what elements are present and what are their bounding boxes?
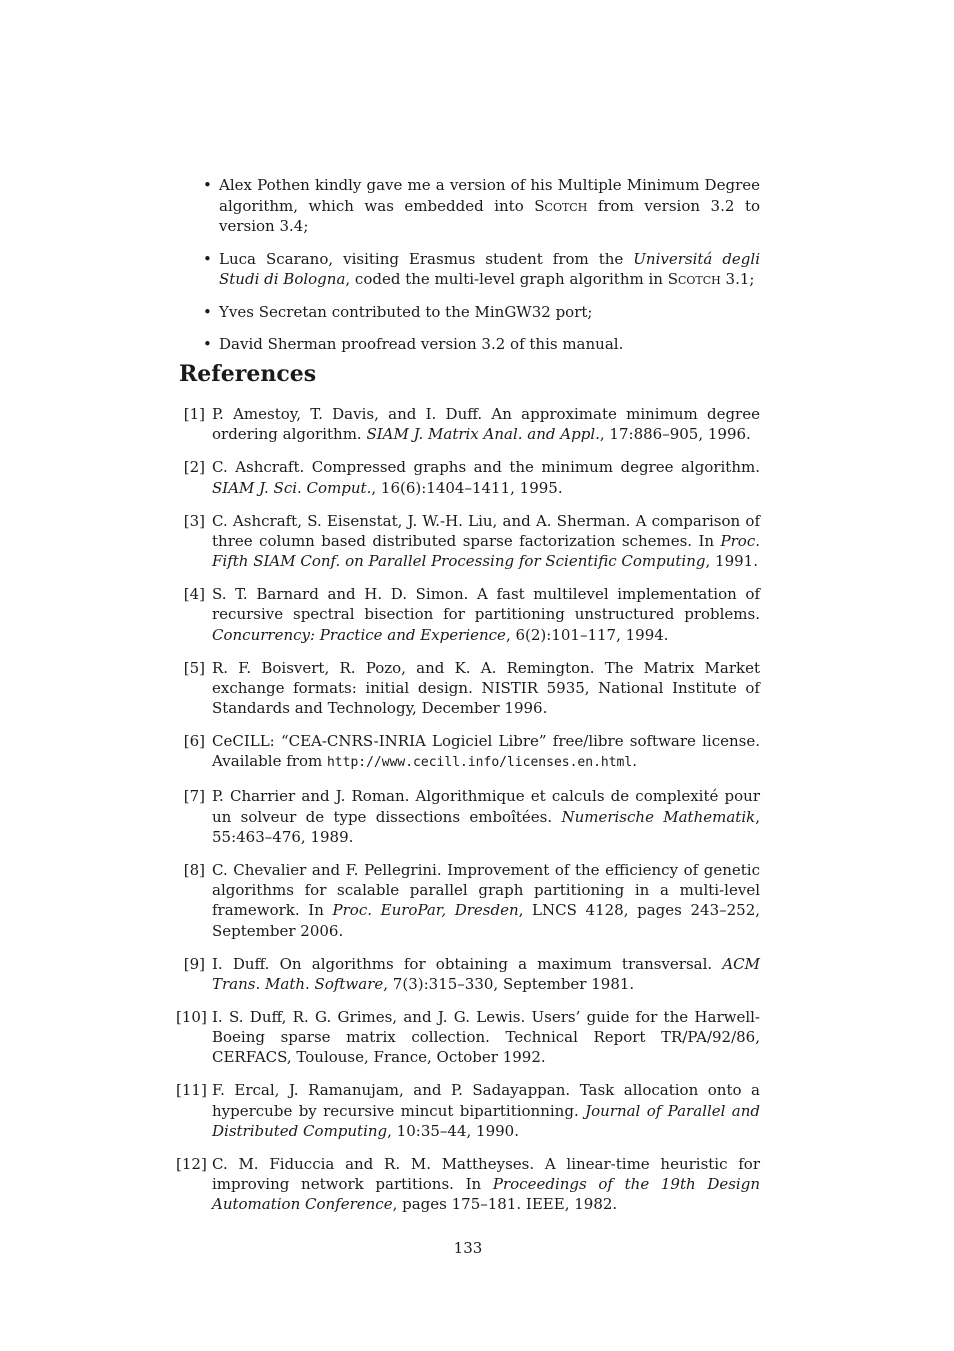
list-item: • Yves Secretan contributed to the MinGW32 port; xyxy=(203,302,593,321)
reference-item: [4] S. T. Barnard and H. D. Simon. A fast multilevel implementation of recursive spectral bisection for partitioning unstructured problems. Concurrency: Practice and Experience, 6(2):101–117, 1994. xyxy=(183,585,760,644)
page-number: 133 xyxy=(453,1239,483,1257)
reference-item: [12] C. M. Fiduccia and R. M. Mattheyses. A linear-time heuristic for improving network partitions. In Proceedings of the 19th Design Automation Conference, pages 175–181. IEEE, 1982. xyxy=(176,1154,760,1214)
reference-item: [8] C. Chevalier and F. Pellegrini. Improvement of the efficiency of genetic algorithms for scalable parallel graph partitioning in a multi-level framework. In Proc. EuroPar, Dresden, LNCS 4128, pages 243–252, September 2006. xyxy=(183,860,761,940)
reference-item: [1] P. Amestoy, T. Davis, and I. Duff. An approximate minimum degree ordering algorithm. SIAM J. Matrix Anal. and Appl., 17:886–905, 1996. xyxy=(183,405,760,444)
bullet-icon: • xyxy=(203,176,212,194)
reference-item: [5] R. F. Boisvert, R. Pozo, and K. A. Remington. The Matrix Market exchange formats: initial design. NISTIR 5935, National Institute of Standards and Technology, December 1996. xyxy=(183,658,760,717)
reference-item: [10] I. S. Duff, R. G. Grimes, and J. G. Lewis. Users’ guide for the Harwell-Boeing sparse matrix collection. Technical Report TR/PA/92/86, CERFACS, Toulouse, France, October 1992. xyxy=(176,1007,760,1067)
bullet-icon: • xyxy=(203,335,212,353)
reference-item: [2] C. Ashcraft. Compressed graphs and the minimum degree algorithm. SIAM J. Sci. Comput., 16(6):1404–1411, 1995. xyxy=(183,458,760,497)
reference-item: [7] P. Charrier and J. Roman. Algorithmique et calculs de complexité pour un solveur de type dissections emboîtées. Numerische Mathematik, 55:463–476, 1989. xyxy=(183,787,760,846)
reference-item: [11] F. Ercal, J. Ramanujam, and P. Sadayappan. Task allocation onto a hypercube by recursive mincut bipartitionning. Journal of Parallel and Distributed Computing, 10:35–44, 1990. xyxy=(176,1081,760,1140)
list-item: • David Sherman proofread version 3.2 of this manual. xyxy=(203,335,624,353)
acknowledgements-list xyxy=(200,175,760,367)
list-item: • Luca Scarano, visiting Erasmus student from the Universitá degli Studi di Bologna, coded the multi-level graph algorithm in Scotch 3.1; xyxy=(203,249,761,288)
list-item: • Alex Pothen kindly gave me a version of his Multiple Minimum Degree algorithm, which was embedded into Scotch from version 3.2 to version 3.4; xyxy=(203,176,760,235)
references-list xyxy=(176,404,760,1227)
reference-item: [6] CeCILL: “CEA-CNRS-INRIA Logiciel Libre” free/libre software license. Available from http://www.cecill.info/licenses.en.html. xyxy=(183,732,760,771)
references-heading: References xyxy=(179,361,317,387)
reference-url[interactable]: http://www.cecill.info/licenses.en.html xyxy=(326,755,633,771)
reference-item: [9] I. Duff. On algorithms for obtaining a maximum transversal. ACM Trans. Math. Software, 7(3):315–330, September 1981. xyxy=(183,954,760,993)
bullet-icon: • xyxy=(203,302,212,321)
reference-item: [3] C. Ashcraft, S. Eisenstat, J. W.-H. Liu, and A. Sherman. A comparison of three column based distributed sparse factorization schemes. In Proc. Fifth SIAM Conf. on Parallel Processing for Scientific Computing, 1991. xyxy=(183,511,760,570)
bullet-icon: • xyxy=(203,249,212,268)
